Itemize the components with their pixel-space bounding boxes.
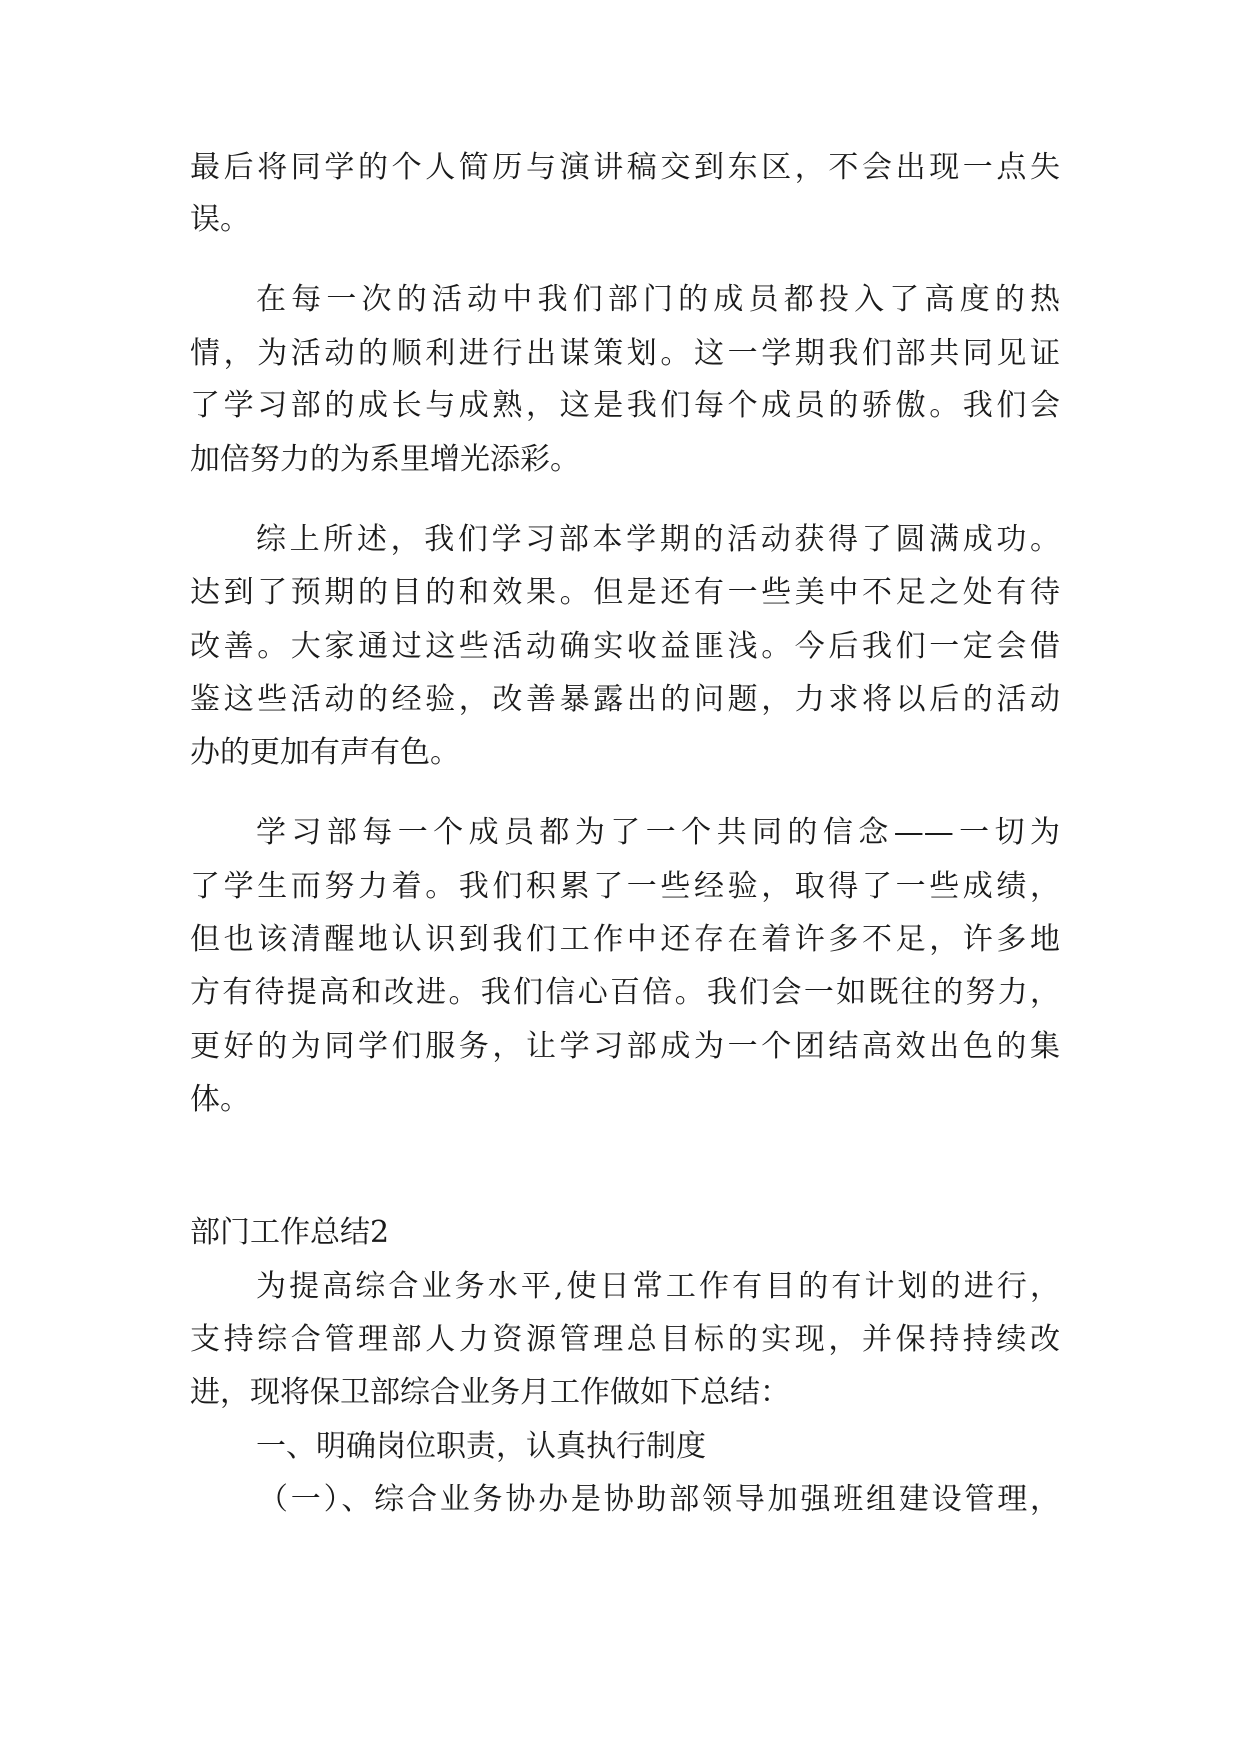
paragraph-line: 为提高综合业务水平,使日常工作有目的有计划的进行， [256, 1269, 1060, 1304]
paragraph-line: 更好的为同学们服务，让学习部成为一个团结高效出色的集 [190, 1029, 1060, 1064]
paragraph-line: 在每一次的活动中我们部门的成员都投入了高度的热 [256, 282, 1060, 317]
subsection-heading: 一、明确岗位职责，认真执行制度 [256, 1429, 706, 1464]
paragraph-line: 加倍努力的为系里增光添彩。 [190, 442, 580, 477]
paragraph-line: 进，现将保卫部综合业务月工作做如下总结： [190, 1375, 790, 1410]
paragraph-line: 综上所述，我们学习部本学期的活动获得了圆满成功。 [256, 522, 1060, 557]
paragraph-line: （一）、综合业务协办是协助部领导加强班组建设管理， [258, 1482, 1060, 1517]
paragraph-line: 但也该清醒地认识到我们工作中还存在着许多不足，许多地 [190, 922, 1060, 957]
section-heading: 部门工作总结2 [190, 1215, 390, 1250]
paragraph-line: 鉴这些活动的经验，改善暴露出的问题，力求将以后的活动 [190, 682, 1060, 717]
paragraph-line: 体。 [190, 1082, 250, 1117]
paragraph-line: 支持综合管理部人力资源管理总目标的实现，并保持持续改 [190, 1322, 1060, 1357]
paragraph-line: 办的更加有声有色。 [190, 735, 460, 770]
paragraph-line: 了学生而努力着。我们积累了一些经验，取得了一些成绩， [190, 869, 1060, 904]
paragraph-line: 误。 [190, 202, 250, 237]
paragraph-line: 最后将同学的个人简历与演讲稿交到东区，不会出现一点失 [190, 150, 1060, 185]
paragraph-line: 改善。大家通过这些活动确实收益匪浅。今后我们一定会借 [190, 629, 1060, 664]
paragraph-line: 方有待提高和改进。我们信心百倍。我们会一如既往的努力， [190, 975, 1060, 1010]
paragraph-line: 达到了预期的目的和效果。但是还有一些美中不足之处有待 [190, 575, 1060, 610]
paragraph-line: 了学习部的成长与成熟，这是我们每个成员的骄傲。我们会 [190, 388, 1060, 423]
paragraph-line: 情，为活动的顺利进行出谋策划。这一学期我们部共同见证 [190, 336, 1060, 371]
paragraph-line: 学习部每一个成员都为了一个共同的信念——一切为 [256, 815, 1060, 850]
